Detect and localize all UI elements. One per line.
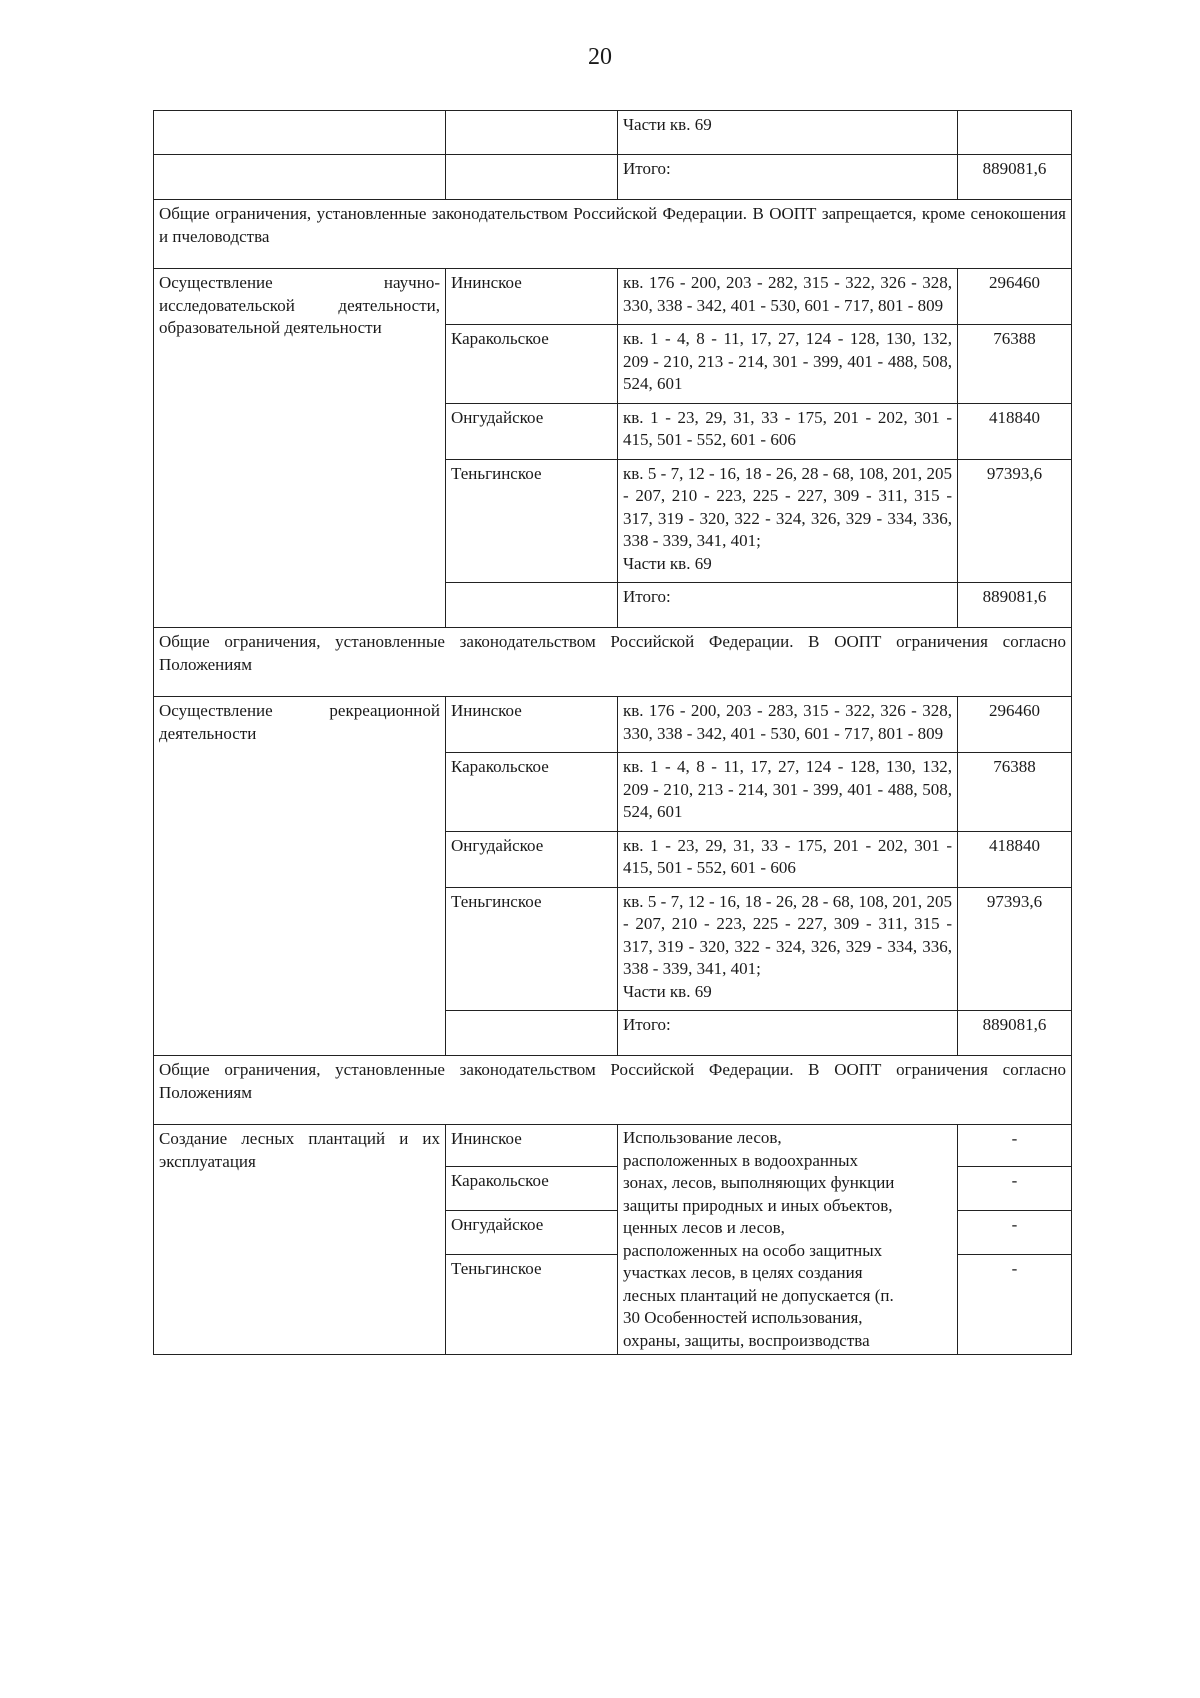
forestry-cell xyxy=(446,583,618,628)
total-label: Итого: xyxy=(618,155,958,200)
restrictions-table xyxy=(153,110,1072,1355)
total-label: Итого: xyxy=(618,583,958,628)
forestry-cell: Теньгинское xyxy=(446,887,618,1011)
table-row xyxy=(154,697,1072,753)
quarters-extra: Части кв. 69 xyxy=(623,553,712,573)
area-cell: 97393,6 xyxy=(958,459,1072,583)
restriction-note: Общие ограничения, установленные законодательством Российской Федерации. В ООПТ ограничения согласно Положениям xyxy=(154,628,1072,697)
table-row xyxy=(154,111,1072,155)
forestry-cell: Каракольское xyxy=(446,325,618,404)
area-cell: 296460 xyxy=(958,697,1072,753)
page-number: 20 xyxy=(588,44,612,70)
restriction-line: охраны, защиты, воспроизводства xyxy=(623,1330,870,1350)
quarters-cell xyxy=(618,887,958,1011)
forestry-cell: Теньгинское xyxy=(446,459,618,583)
quarters-cell: кв. 1 - 23, 29, 31, 33 - 175, 201 - 202, 301 - 415, 501 - 552, 601 - 606 xyxy=(618,403,958,459)
restriction-line: ценных лесов и лесов, xyxy=(623,1218,785,1237)
activity-cell xyxy=(154,111,446,155)
area-cell: - xyxy=(958,1167,1072,1211)
restriction-line: Использование лесов, xyxy=(623,1128,782,1147)
restriction-note-row xyxy=(154,628,1072,697)
total-label: Итого: xyxy=(618,1011,958,1056)
activity-cell: Осуществление научно-исследовательской деятельности, образовательной деятельности xyxy=(154,269,446,628)
restriction-note: Общие ограничения, установленные законодательством Российской Федерации. В ООПТ запрещается, кроме сенокошения и пчеловодства xyxy=(154,200,1072,269)
restriction-line: лесных плантаций не допускается (п. xyxy=(623,1285,894,1305)
restriction-line: расположенных на особо защитных xyxy=(623,1240,883,1260)
quarters-cell: кв. 1 - 23, 29, 31, 33 - 175, 201 - 202, 301 - 415, 501 - 552, 601 - 606 xyxy=(618,831,958,887)
area-cell: 76388 xyxy=(958,325,1072,404)
restriction-line: зонах, лесов, выполняющих функции xyxy=(623,1173,895,1192)
restriction-note: Общие ограничения, установленные законодательством Российской Федерации. В ООПТ ограничения согласно Положениям xyxy=(154,1056,1072,1125)
area-cell: - xyxy=(958,1125,1072,1167)
total-row xyxy=(154,155,1072,200)
quarters-cell xyxy=(618,459,958,583)
quarters-cell: Части кв. 69 xyxy=(618,111,958,155)
restriction-line: защиты природных и иных объектов, xyxy=(623,1195,893,1215)
activity-cell: Осуществление рекреационной деятельности xyxy=(154,697,446,1056)
quarters-list: кв. 5 - 7, 12 - 16, 18 - 26, 28 - 68, 108, 201, 205 - 207, 210 - 223, 225 - 227, 309 - 311, 315 - 317, 319 - 320, 322 - 324, 326, 329 - 334, 336, 338 - 339, 341, 401; xyxy=(623,463,952,550)
total-value: 889081,6 xyxy=(958,583,1072,628)
activity-cell: Создание лесных плантаций и их эксплуатация xyxy=(154,1125,446,1355)
total-value: 889081,6 xyxy=(958,1011,1072,1056)
forestry-cell: Каракольское xyxy=(446,1167,618,1211)
quarters-cell: кв. 1 - 4, 8 - 11, 17, 27, 124 - 128, 130, 132, 209 - 210, 213 - 214, 301 - 399, 401 - 488, 508, 524, 601 xyxy=(618,325,958,404)
restriction-line: 30 Особенностей использования, xyxy=(623,1308,863,1327)
quarters-extra: Части кв. 69 xyxy=(623,981,712,1001)
table-row xyxy=(154,269,1072,325)
restriction-line: расположенных в водоохранных xyxy=(623,1150,859,1170)
restriction-note-row xyxy=(154,1056,1072,1125)
forestry-cell xyxy=(446,111,618,155)
forestry-cell: Онгудайское xyxy=(446,403,618,459)
forestry-cell: Онгудайское xyxy=(446,1211,618,1255)
forestry-cell: Каракольское xyxy=(446,753,618,832)
area-cell: - xyxy=(958,1211,1072,1255)
quarters-cell: кв. 176 - 200, 203 - 283, 315 - 322, 326 - 328, 330, 338 - 342, 401 - 530, 601 - 717, 801 - 809 xyxy=(618,697,958,753)
quarters-list: кв. 5 - 7, 12 - 16, 18 - 26, 28 - 68, 108, 201, 205 - 207, 210 - 223, 225 - 227, 309 - 311, 315 - 317, 319 - 320, 322 - 324, 326, 329 - 334, 336, 338 - 339, 341, 401; xyxy=(623,891,952,978)
forestry-cell: Ининское xyxy=(446,269,618,325)
area-cell: 418840 xyxy=(958,831,1072,887)
area-cell: 418840 xyxy=(958,403,1072,459)
table-row xyxy=(154,1125,1072,1167)
restriction-note-row xyxy=(154,200,1072,269)
area-cell: - xyxy=(958,1255,1072,1355)
forestry-cell: Ининское xyxy=(446,1125,618,1167)
area-cell: 76388 xyxy=(958,753,1072,832)
activity-cell xyxy=(154,155,446,200)
restriction-text-cell xyxy=(618,1125,958,1355)
quarters-cell: кв. 1 - 4, 8 - 11, 17, 27, 124 - 128, 130, 132, 209 - 210, 213 - 214, 301 - 399, 401 - 488, 508, 524, 601 xyxy=(618,753,958,832)
forestry-cell xyxy=(446,155,618,200)
area-cell: 296460 xyxy=(958,269,1072,325)
forestry-cell: Теньгинское xyxy=(446,1255,618,1355)
forestry-cell xyxy=(446,1011,618,1056)
forestry-cell: Ининское xyxy=(446,697,618,753)
restriction-line: участках лесов, в целях создания xyxy=(623,1263,863,1282)
area-cell: 97393,6 xyxy=(958,887,1072,1011)
quarters-cell: кв. 176 - 200, 203 - 282, 315 - 322, 326 - 328, 330, 338 - 342, 401 - 530, 601 - 717, 801 - 809 xyxy=(618,269,958,325)
forestry-cell: Онгудайское xyxy=(446,831,618,887)
total-value: 889081,6 xyxy=(958,155,1072,200)
area-cell xyxy=(958,111,1072,155)
